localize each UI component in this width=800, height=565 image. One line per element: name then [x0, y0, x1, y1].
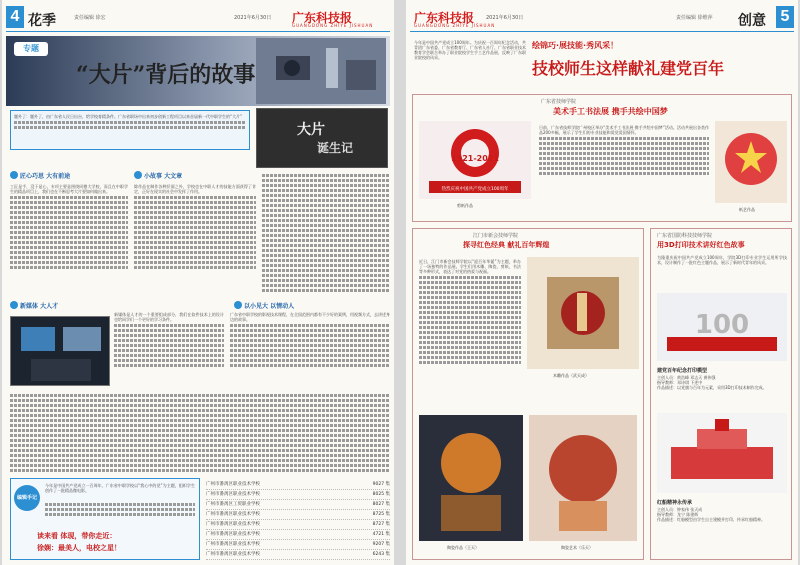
article-col-4 [114, 312, 224, 388]
cartoon-panel [256, 108, 388, 168]
list-item-code: 9027 集 [372, 482, 390, 487]
article-c-text: 新媒体是人才的一个重要组成部分，我们在软件技术上的设计也给同学们一个更好的学习条件。 [114, 312, 224, 322]
date-line: 2021年6月30日 [234, 15, 272, 21]
list-item [206, 530, 390, 540]
caption-c: 木雕作品（武天成） [553, 373, 589, 378]
article-a-text: 工匠是手，没干是心，专项主要是围绕同德大学校，而且在中职学生的精品项目上，我们也在不断思考大片要如何做出来。 [10, 184, 128, 194]
story-3 [650, 228, 792, 560]
intro-text: 今年是中国共产党成立100周年。为庆祝一百周年纪念活动，共青团广东省委、广东省教育厅、广东省人社厅、广东省职业技术教育学会联合举办了职业院校学生手工艺作品展，反映了广东职业院校的风采。 [414, 40, 526, 60]
list-item-code: 4721 集 [372, 532, 390, 537]
list-item [206, 550, 390, 560]
editor-line: 责任编辑 徐宏 [74, 15, 106, 21]
page-header [406, 4, 798, 32]
story-2-text: 近日，江门市新会技师学院以“迎百年华诞”为主题，举办了一场独特的作品展。学生们用木雕、陶瓷、剪纸、书法等多种形式，表达了对党的热爱与祝福。 [419, 259, 521, 274]
top-banner [6, 36, 390, 106]
story-3-text: 为隆重庆祝中国共产党成立100周年，学院3D打印专业学生运用所学技术，设计制作了一批红色主题作品，展示了新时代青年的风采。 [657, 255, 787, 265]
ceramic-image-2 [529, 415, 637, 541]
film-crew-image [256, 38, 386, 104]
editor-line: 责任编辑 徐维萍 [676, 15, 713, 21]
work-1-title: 建党百年纪念打印模型 [657, 368, 708, 374]
list-item-name: 广州市番禺区职业技术学校 [206, 482, 260, 487]
list-item-code: 8727 集 [372, 522, 390, 527]
cartoon-subtitle: 诞生记 [317, 141, 354, 155]
work-detail-line: 主创人员：钟家伟 张天成 [657, 507, 703, 512]
list-item-code: 9207 集 [372, 542, 390, 547]
subhead-bullet-icon [234, 301, 242, 309]
papercut-slogan: 热烈庆祝中国共产党成立100周年 [441, 187, 509, 192]
story-1 [412, 94, 792, 222]
story-2-text-block [419, 259, 521, 409]
header-rule [6, 31, 390, 32]
section-title: 花季 [28, 13, 56, 29]
subhead-d: 以小见大 以情动人 [234, 300, 294, 310]
lead-text: 题外了：题外了，由广东省人民日出台，给学校育精条件。广东省职场中出来初步创新工程项目以来首届新一代中职学生的“大片” [14, 114, 243, 119]
paper-name: 广东科技报 [414, 11, 475, 25]
header-rule [410, 31, 794, 32]
school-1: 广东省技师学院 [541, 99, 577, 105]
subhead-c: 新媒体 大人才 [10, 300, 58, 310]
list-item [206, 540, 390, 550]
work-detail-line: 指导教师：龙宁 陈建辉 [657, 512, 699, 517]
page-number: 4 [6, 6, 24, 28]
paper-flower-image [715, 121, 787, 203]
subhead-bullet-icon [134, 171, 142, 179]
page-header [2, 4, 394, 32]
paper-name: 广东科技报 [292, 11, 353, 25]
editing-photo [10, 316, 110, 386]
article-d-text: 广东省中职学校的影视技术课程，在全国范围内都有不少好的案例，用视频方式，去讲述身边的故事。 [230, 312, 390, 322]
papercut-years: 1921-2021 [451, 154, 499, 163]
list-item-code: 6243 集 [372, 552, 390, 557]
list-item [206, 490, 390, 500]
article-col-5 [230, 312, 390, 388]
date-line: 2021年6月30日 [486, 15, 524, 21]
article-b-text: 除作品在制作各种层面之外，学校也在中职人才的技能方面获得了肯定，正好在现实的社会中发挥了作用。 [134, 184, 256, 194]
headline: “大片”背后的故事 [76, 62, 256, 88]
subhead-bullet-icon [10, 301, 18, 309]
list-item [206, 510, 390, 520]
intro-block [414, 40, 526, 86]
list-item-name: 广州市番禺区职业技术学校 [206, 522, 260, 527]
model-100-text: 100 [694, 310, 750, 340]
list-item [206, 480, 390, 490]
paper-name-en: GUANGDONG ZHIYE JISHUAN [292, 23, 374, 28]
right-page [406, 0, 798, 565]
work-detail-line: 作品描述：以党旗与百年为元素，采用3D打印技术制作完成。 [657, 385, 767, 390]
lead-box [10, 110, 250, 150]
3d-print-building-image [657, 413, 787, 493]
section-title: 创意 [738, 13, 766, 29]
kicker: 绘锦巧·展技能·秀风采！ [532, 41, 619, 50]
caption-e: 陶瓷艺术（乐天） [561, 545, 593, 550]
page-number: 5 [776, 6, 794, 28]
list-item-name: 广州市番禺区职业技术学校 [206, 512, 260, 517]
headline: 技校师生这样献礼建党百年 [532, 59, 725, 78]
article-col-1 [10, 184, 128, 296]
story-2-title: 探寻红色经典 献礼百年辉煌 [463, 241, 550, 249]
school-2: 江门市新会技师学院 [473, 233, 519, 239]
article-col-2 [134, 184, 256, 296]
subhead-bullet-icon [10, 171, 18, 179]
list-item-name: 广州市番禺区职业技术学校 [206, 532, 260, 537]
school-3: 广东省国防科技技师学院 [657, 233, 713, 239]
subhead-a: 匠心巧思 大有前途 [10, 170, 70, 180]
list-item [206, 500, 390, 510]
subhead-b: 小故事 大文章 [134, 170, 182, 180]
story-1-text: 日前，广东省技师学院广州校区举办“美术手工书法展 携手共绘中国梦”活动。活动共展出各类作品200多幅，展示了学生们的专业技能和爱党爱国情怀。 [539, 125, 709, 135]
editor-note-box [10, 478, 200, 560]
woodcarving-image [527, 257, 639, 369]
work-2-title: 红船精神永传承 [657, 500, 693, 506]
work-1-details [657, 375, 787, 409]
story-3-text-block [657, 255, 787, 291]
list-item-code: 8025 集 [372, 492, 390, 497]
paper-name-en: GUANGDONG ZHIYE JISHUAN [414, 23, 496, 28]
list-item [206, 520, 390, 530]
notice-subtitle: 徐娴：最美人，电校之星！ [37, 544, 121, 552]
story-2 [412, 228, 644, 560]
story-1-text-block [539, 125, 709, 211]
list-item-name: 广州市番禺区职业技术学校 [206, 542, 260, 547]
list-item-name: 广州市番禺区工贸职业学校 [206, 502, 260, 507]
notice-title: 读来看 体现，带你走近： [37, 532, 117, 540]
list-item-name: 广州市番禺区职业技术学校 [206, 492, 260, 497]
work-detail-line: 指导教师：邓诗琪 下述中 [657, 380, 703, 385]
caption-b: 纸艺作品 [739, 207, 755, 212]
caption-a: 剪纸作品 [457, 203, 473, 208]
story-1-title: 美术手工书法展 携手共绘中国梦 [553, 107, 668, 116]
editor-note-text: 今年是中国共产党成立一百周年，广东省中职学校以“我心中的党”为主题，组织学生创作了一批精品微电影。 [45, 483, 195, 493]
continued-text [10, 392, 390, 476]
editor-note-badge: 编辑手记 [14, 485, 40, 511]
topic-tag: 专题 [14, 42, 48, 56]
story-3-title: 用3D打印技术讲好红色故事 [657, 241, 745, 249]
ceramic-image-1 [419, 415, 523, 541]
work-detail-line: 主创人员：黄浩峰 邓志天 黄伟强 [657, 375, 716, 380]
left-page [2, 0, 394, 565]
list-item-code: 8725 集 [372, 512, 390, 517]
cartoon-title: 大片 [297, 122, 325, 138]
3d-print-100-image [657, 293, 787, 361]
caption-d: 陶瓷作品（王天） [447, 545, 479, 550]
work-2-details [657, 507, 787, 547]
list-item-code: 8027 集 [372, 502, 390, 507]
article-col-3 [262, 172, 390, 296]
school-list [206, 480, 390, 560]
work-detail-line: 作品描述：红船模型由学生自主建模并打印，传承红船精神。 [657, 517, 765, 522]
list-item-name: 广州市番禺区职业技术学校 [206, 552, 260, 557]
papercut-image [419, 121, 531, 199]
